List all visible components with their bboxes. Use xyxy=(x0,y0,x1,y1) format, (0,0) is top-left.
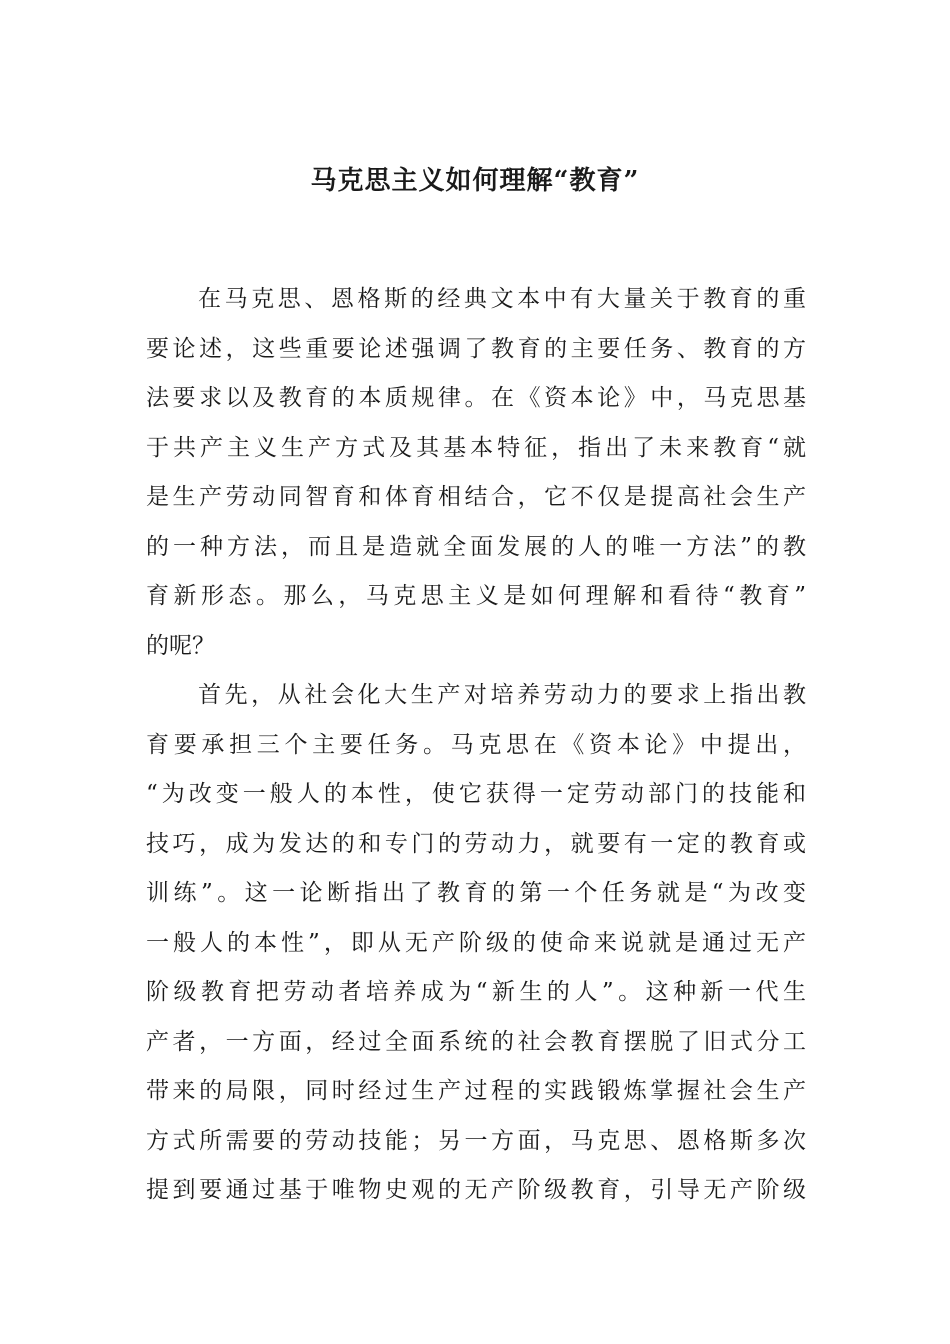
paragraph-line: 方式所需要的劳动技能；另一方面，马克思、恩格斯多次 xyxy=(146,1127,806,1154)
paragraph-line: 产者，一方面，经过全面系统的社会教育摆脱了旧式分工 xyxy=(146,1028,806,1055)
paragraph-line: 技巧，成为发达的和专门的劳动力，就要有一定的教育或 xyxy=(146,830,806,857)
document-title: 马克思主义如何理解“教育” xyxy=(310,166,640,196)
document-body xyxy=(146,275,806,1216)
paragraph-line: 的呢？ xyxy=(146,632,215,659)
paragraph-line: 阶级教育把劳动者培养成为“新生的人”。这种新一代生 xyxy=(146,979,806,1005)
paragraph-line: 训练”。这一论断指出了教育的第一个任务就是“为改变 xyxy=(146,880,806,906)
paragraph-line: 法要求以及教育的本质规律。在《资本论》中，马克思基 xyxy=(146,385,806,411)
paragraph-line: 要论述，这些重要论述强调了教育的主要任务、教育的方 xyxy=(146,335,806,362)
paragraph-line: “为改变一般人的本性，使它获得一定劳动部门的技能和 xyxy=(146,781,806,807)
paragraph-line: 首先，从社会化大生产对培养劳动力的要求上指出教 xyxy=(198,682,806,708)
paragraph-line: 于共产主义生产方式及其基本特征，指出了未来教育“就 xyxy=(146,434,806,461)
paragraph-line: 育新形态。那么，马克思主义是如何理解和看待“教育” xyxy=(146,583,806,609)
paragraph-line: 育要承担三个主要任务。马克思在《资本论》中提出， xyxy=(146,731,806,758)
paragraph-line: 是生产劳动同智育和体育相结合，它不仅是提高社会生产 xyxy=(146,484,806,510)
paragraph-line: 提到要通过基于唯物史观的无产阶级教育，引导无产阶级 xyxy=(146,1177,806,1203)
paragraph-line: 的一种方法，而且是造就全面发展的人的唯一方法”的教 xyxy=(146,533,806,560)
paragraph-line: 一般人的本性”，即从无产阶级的使命来说就是通过无产 xyxy=(146,929,806,956)
paragraph-line: 在马克思、恩格斯的经典文本中有大量关于教育的重 xyxy=(198,286,806,312)
paragraph-line: 带来的局限，同时经过生产过程的实践锻炼掌握社会生产 xyxy=(146,1078,806,1104)
